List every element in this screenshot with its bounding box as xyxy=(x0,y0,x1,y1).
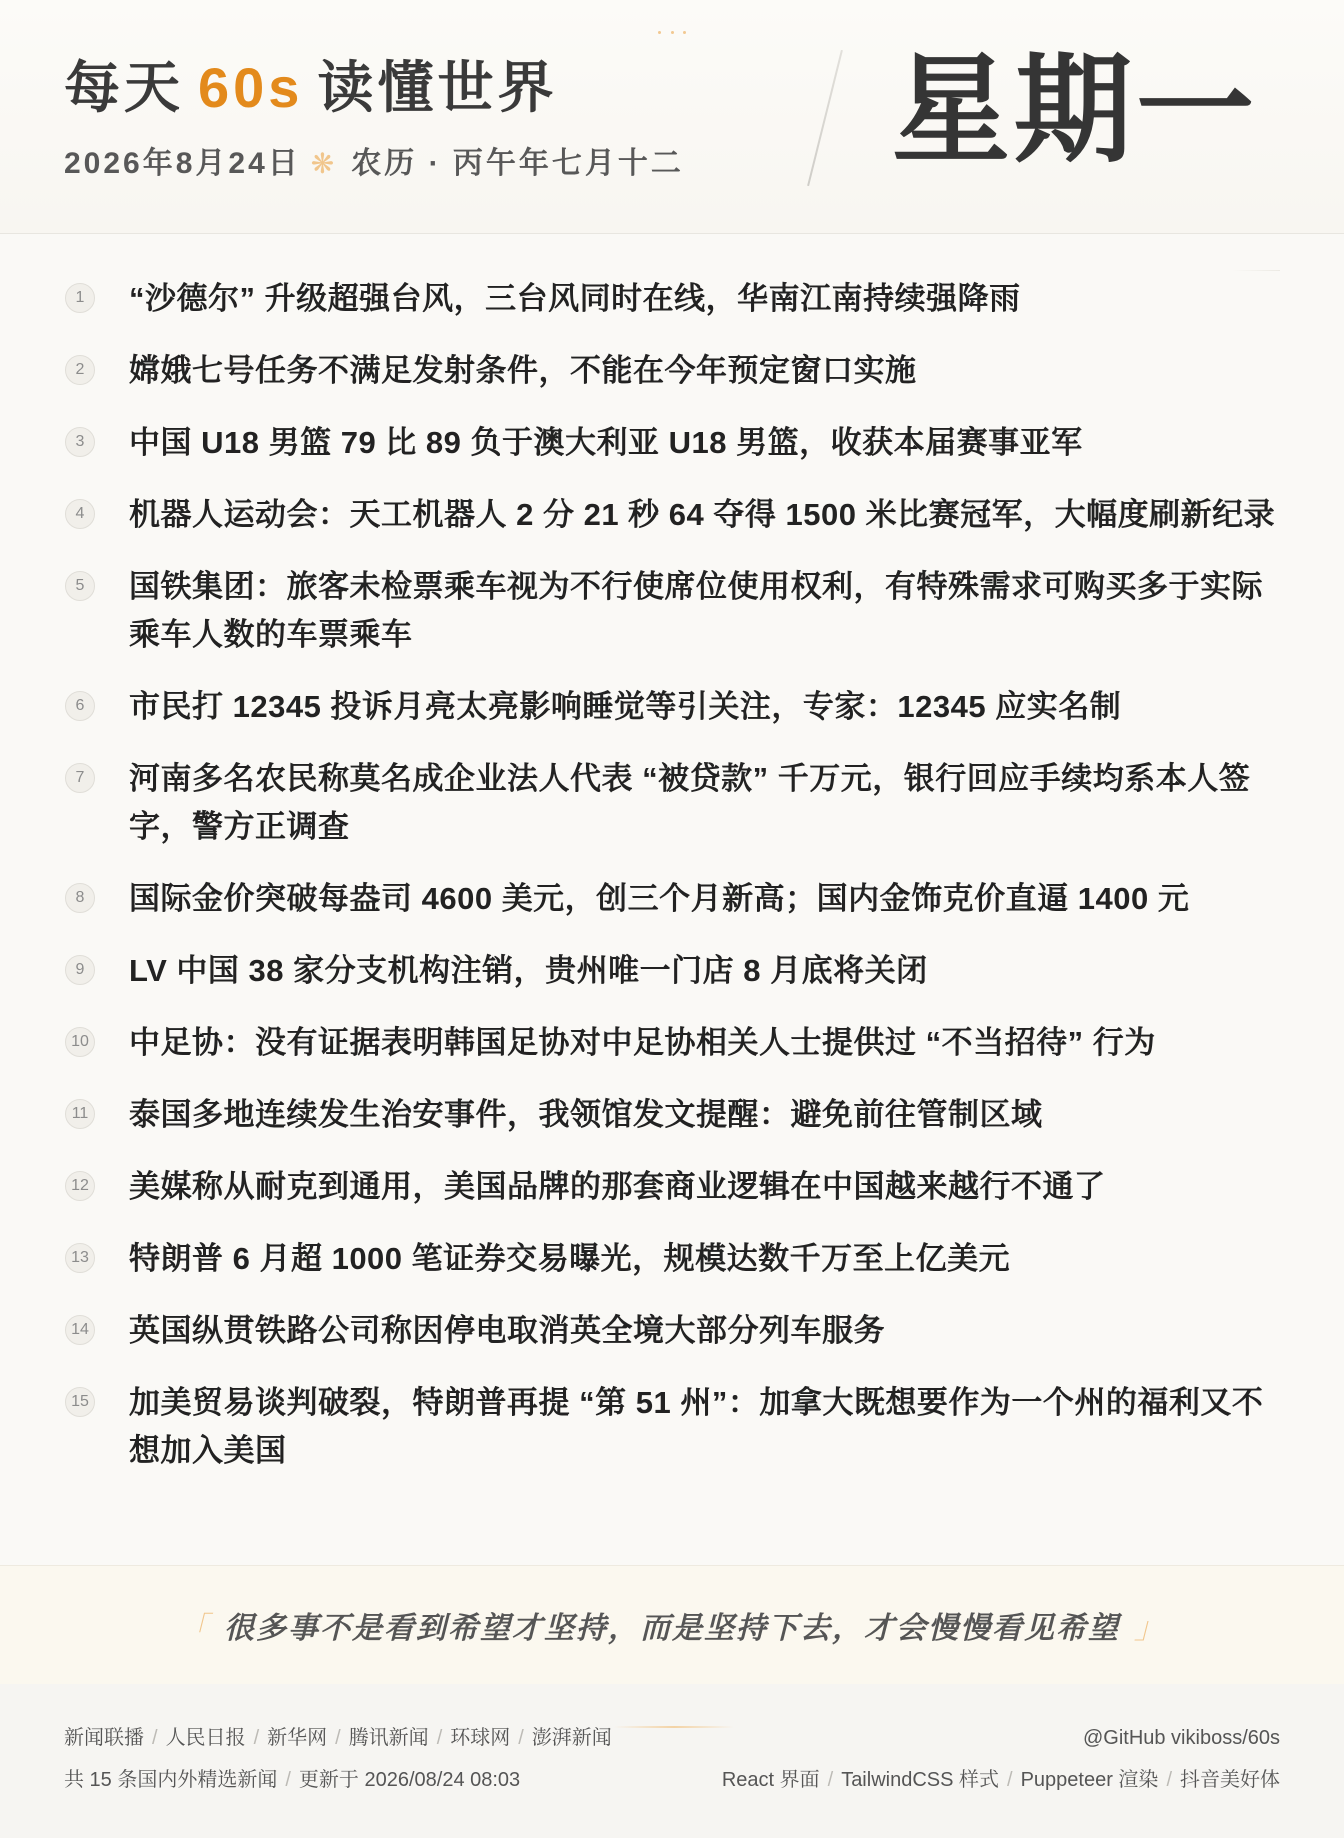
footer-meta xyxy=(64,1764,520,1796)
header-divider xyxy=(807,50,843,186)
footer-tech-item: React 界面 xyxy=(721,1769,820,1791)
weekday: 星期一 xyxy=(892,45,1259,177)
news-index-badge: 3 xyxy=(65,427,95,457)
news-index-badge: 9 xyxy=(65,955,95,985)
news-index-badge: 12 xyxy=(65,1171,95,1201)
news-item xyxy=(0,347,1344,395)
page-footer xyxy=(0,1684,1344,1838)
footer-source: 环球网 xyxy=(450,1727,511,1749)
news-text: 河南多名农民称莫名成企业法人代表 “被贷款” 千万元，银行回应手续均系本人签字，警方正调查 xyxy=(129,761,1251,844)
footer-updated: 更新于 2026/08/24 08:03 xyxy=(298,1769,521,1791)
footer-tech-item: Puppeteer 渲染 xyxy=(1020,1769,1159,1791)
news-list xyxy=(0,234,1344,1475)
quote-open-bracket: 「 xyxy=(178,1612,210,1645)
news-index-badge: 8 xyxy=(65,883,95,913)
news-item xyxy=(0,875,1344,923)
footer-source: 腾讯新闻 xyxy=(348,1727,429,1749)
news-item xyxy=(0,755,1344,851)
news-index-badge: 10 xyxy=(65,1027,95,1057)
lunar-date: 农历 · 丙午年七月十二 xyxy=(351,147,684,180)
footer-source: 新闻联播 xyxy=(64,1727,144,1749)
news-index-badge: 2 xyxy=(65,355,95,385)
footer-separator: / xyxy=(285,1769,291,1791)
footer-summary: 共 15 条国内外精选新闻 xyxy=(64,1769,278,1791)
news-text: 机器人运动会：天工机器人 2 分 21 秒 64 夺得 1500 米比赛冠军，大幅度刷新纪录 xyxy=(129,497,1276,532)
news-text: 加美贸易谈判破裂，特朗普再提 “第 51 州”：加拿大既想要作为一个州的福利又不想加入美国 xyxy=(129,1385,1264,1468)
footer-separator: / xyxy=(827,1769,834,1791)
news-item xyxy=(0,1235,1344,1283)
footer-tech-item: TailwindCSS 样式 xyxy=(841,1769,1000,1791)
corner-accent xyxy=(1232,270,1280,271)
sparkle-icon xyxy=(311,144,337,184)
news-item xyxy=(0,275,1344,323)
footer-separator: / xyxy=(152,1727,158,1749)
page-title xyxy=(64,56,571,120)
news-text: 国际金价突破每盎司 4600 美元，创三个月新高；国内金饰克价直逼 1400 元 xyxy=(129,881,1190,916)
footer-separator: / xyxy=(1007,1769,1013,1791)
footer-source: 澎湃新闻 xyxy=(531,1727,612,1749)
news-index-badge: 5 xyxy=(65,571,95,601)
news-text: LV 中国 38 家分支机构注销，贵州唯一门店 8 月底将关闭 xyxy=(129,953,928,988)
footer-row-meta xyxy=(64,1764,1280,1796)
news-item xyxy=(0,491,1344,539)
news-index-badge: 7 xyxy=(65,763,95,793)
news-item xyxy=(0,1163,1344,1211)
gregorian-date: 2026年8月24日 xyxy=(64,147,301,180)
news-text: 泰国多地连续发生治安事件，我领馆发文提醒：避免前往管制区域 xyxy=(129,1097,1043,1132)
news-text: 中足协：没有证据表明韩国足协对中足协相关人士提供过 “不当招待” 行为 xyxy=(129,1025,1156,1060)
quote-close-bracket: 」 xyxy=(1134,1612,1166,1645)
footer-sources xyxy=(64,1722,612,1754)
quote-text: 很多事不是看到希望才坚持，而是坚持下去，才会慢慢看见希望 xyxy=(224,1612,1120,1645)
top-decoration-dots xyxy=(658,31,686,35)
footer-tech-item: 抖音美好体 xyxy=(1180,1769,1280,1791)
news-section xyxy=(0,234,1344,1565)
news-item xyxy=(0,563,1344,659)
news-item xyxy=(0,1019,1344,1067)
quote-section xyxy=(0,1565,1344,1685)
title-suffix: 读懂世界 xyxy=(317,56,558,119)
news-text: 特朗普 6 月超 1000 笔证券交易曝光，规模达数千万至上亿美元 xyxy=(129,1241,1011,1276)
news-item xyxy=(0,947,1344,995)
footer-separator: / xyxy=(253,1727,260,1749)
news-index-badge: 1 xyxy=(65,283,95,313)
news-index-badge: 15 xyxy=(65,1387,95,1417)
footer-separator: / xyxy=(1166,1769,1172,1791)
news-item xyxy=(0,1091,1344,1139)
footer-row-sources xyxy=(64,1722,1280,1754)
news-index-badge: 13 xyxy=(65,1243,95,1273)
news-text: 嫦娥七号任务不满足发射条件，不能在今年预定窗口实施 xyxy=(129,353,917,388)
news-item xyxy=(0,1379,1344,1475)
news-text: “沙德尔” 升级超强台风，三台风同时在线，华南江南持续强降雨 xyxy=(129,281,1021,316)
date-line xyxy=(64,144,684,184)
news-text: 中国 U18 男篮 79 比 89 负于澳大利亚 U18 男篮，收获本届赛事亚军 xyxy=(129,425,1083,460)
news-text: 市民打 12345 投诉月亮太亮影响睡觉等引关注，专家：12345 应实名制 xyxy=(129,689,1122,724)
footer-tech-stack xyxy=(722,1764,1280,1796)
title-highlight: 60s xyxy=(198,56,304,119)
footer-separator: / xyxy=(335,1727,341,1749)
news-index-badge: 11 xyxy=(65,1099,95,1129)
news-item xyxy=(0,419,1344,467)
news-index-badge: 6 xyxy=(65,691,95,721)
footer-github: @GitHub vikiboss/60s xyxy=(1082,1727,1280,1749)
news-index-badge: 14 xyxy=(65,1315,95,1345)
news-text: 美媒称从耐克到通用，美国品牌的那套商业逻辑在中国越来越行不通了 xyxy=(129,1169,1106,1204)
title-prefix: 每天 xyxy=(64,56,184,119)
footer-separator: / xyxy=(518,1727,524,1749)
footer-separator: / xyxy=(436,1727,443,1749)
news-item xyxy=(0,683,1344,731)
footer-source: 人民日报 xyxy=(165,1727,246,1749)
footer-source: 新华网 xyxy=(267,1727,328,1749)
page-header xyxy=(0,0,1344,234)
news-text: 英国纵贯铁路公司称因停电取消英全境大部分列车服务 xyxy=(129,1313,885,1348)
news-text: 国铁集团：旅客未检票乘车视为不行使席位使用权利，有特殊需求可购买多于实际乘车人数的车票乘车 xyxy=(129,569,1263,652)
news-item xyxy=(0,1307,1344,1355)
news-index-badge: 4 xyxy=(65,499,95,529)
